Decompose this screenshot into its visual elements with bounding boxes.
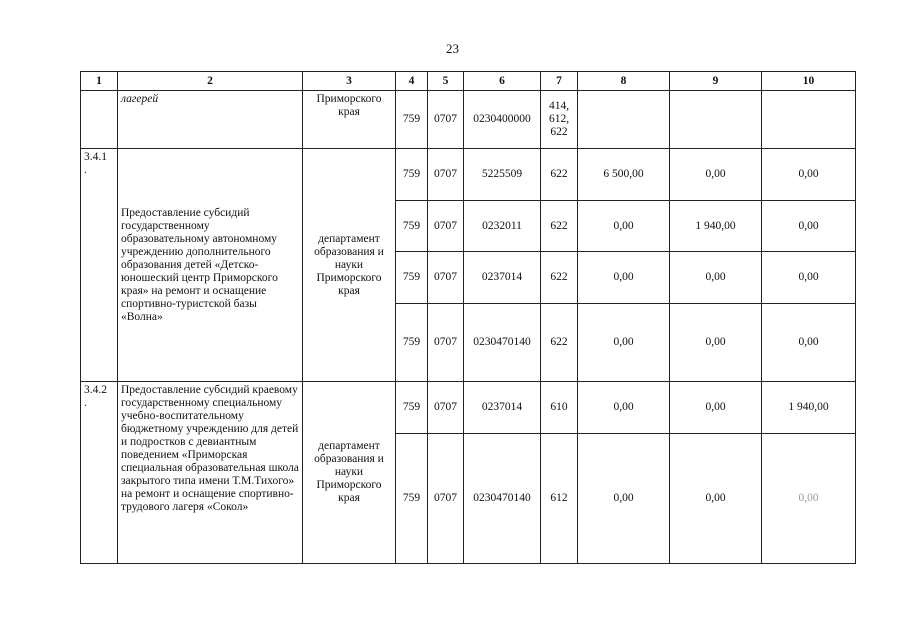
continuation-c6: 0230400000 (464, 91, 541, 149)
cell-c5: 0707 (428, 382, 464, 434)
continuation-num (81, 91, 118, 149)
header-col-1: 1 (81, 72, 118, 91)
cell-c9: 0,00 (670, 304, 762, 382)
header-col-9: 9 (670, 72, 762, 91)
cell-c4: 759 (396, 382, 428, 434)
cell-c6: 0237014 (464, 382, 541, 434)
item-description: Предоставление субсидий государственному образовательному автономному учреждению дополнительного образования детей «Детско-юношеский центр Приморского края» на ремонт и оснащение спортивно-туристской базы «Волна» (118, 149, 303, 382)
continuation-c8 (578, 91, 670, 149)
cell-c4: 759 (396, 252, 428, 304)
cell-c7: 622 (541, 149, 578, 201)
cell-c5: 0707 (428, 252, 464, 304)
cell-c10: 1 940,00 (762, 382, 856, 434)
table-row (81, 382, 856, 434)
cell-c10: 0,00 (762, 434, 856, 564)
cell-c7: 610 (541, 382, 578, 434)
cell-c7: 622 (541, 252, 578, 304)
cell-c9: 0,00 (670, 434, 762, 564)
cell-c6: 0230470140 (464, 434, 541, 564)
item-number (81, 149, 118, 382)
header-col-5: 5 (428, 72, 464, 91)
cell-c10: 0,00 (762, 304, 856, 382)
cell-c8: 0,00 (578, 382, 670, 434)
continuation-c9 (670, 91, 762, 149)
item-number-suffix: . (84, 164, 87, 176)
budget-table (80, 71, 856, 564)
continuation-c7-line: 612, (548, 113, 570, 125)
item-number (81, 382, 118, 564)
header-col-2: 2 (118, 72, 303, 91)
continuation-description: лагерей (118, 91, 303, 149)
cell-c6: 0237014 (464, 252, 541, 304)
cell-c7: 612 (541, 434, 578, 564)
cell-c5: 0707 (428, 304, 464, 382)
header-col-10: 10 (762, 72, 856, 91)
cell-c6: 5225509 (464, 149, 541, 201)
cell-c5: 0707 (428, 434, 464, 564)
continuation-c7 (541, 91, 578, 149)
continuation-department: Приморского края (303, 91, 396, 149)
continuation-c5: 0707 (428, 91, 464, 149)
continuation-c7-line: 414, (548, 100, 570, 112)
cell-c4: 759 (396, 304, 428, 382)
header-row (81, 72, 856, 91)
continuation-c10 (762, 91, 856, 149)
cell-c7: 622 (541, 201, 578, 252)
header-col-8: 8 (578, 72, 670, 91)
item-department: департамент образования и науки Приморского края (303, 149, 396, 382)
cell-c9: 1 940,00 (670, 201, 762, 252)
cell-c10: 0,00 (762, 252, 856, 304)
cell-c8: 0,00 (578, 252, 670, 304)
table-row (81, 149, 856, 201)
cell-c4: 759 (396, 434, 428, 564)
cell-c6: 0232011 (464, 201, 541, 252)
item-department: департамент образования и науки Приморского края (303, 382, 396, 564)
cell-c4: 759 (396, 149, 428, 201)
cell-c8: 0,00 (578, 201, 670, 252)
continuation-row (81, 91, 856, 149)
item-number-text: 3.4.2 (84, 384, 107, 396)
page-number: 23 (446, 41, 459, 56)
continuation-c4: 759 (396, 91, 428, 149)
cell-c4: 759 (396, 201, 428, 252)
cell-c9: 0,00 (670, 149, 762, 201)
header-col-4: 4 (396, 72, 428, 91)
item-number-suffix: . (84, 397, 87, 409)
cell-c9: 0,00 (670, 382, 762, 434)
header-col-6: 6 (464, 72, 541, 91)
cell-c5: 0707 (428, 201, 464, 252)
cell-c10: 0,00 (762, 201, 856, 252)
item-description: Предоставление субсидий краевому государственному специальному учебно-воспитательному бюджетному учреждению для детей и подростков с девиантным поведением «Приморская специальная образовательная школа закрытого типа имени Т.М.Тихого» на ремонт и оснащение спортивно-трудового лагеря «Сокол» (118, 382, 303, 564)
cell-c8: 6 500,00 (578, 149, 670, 201)
cell-c10: 0,00 (762, 149, 856, 201)
cell-c8: 0,00 (578, 434, 670, 564)
cell-c5: 0707 (428, 149, 464, 201)
cell-c6: 0230470140 (464, 304, 541, 382)
header-col-3: 3 (303, 72, 396, 91)
header-col-7: 7 (541, 72, 578, 91)
cell-c9: 0,00 (670, 252, 762, 304)
continuation-c7-line: 622 (550, 126, 568, 138)
cell-c7: 622 (541, 304, 578, 382)
cell-c8: 0,00 (578, 304, 670, 382)
item-number-text: 3.4.1 (84, 151, 107, 163)
